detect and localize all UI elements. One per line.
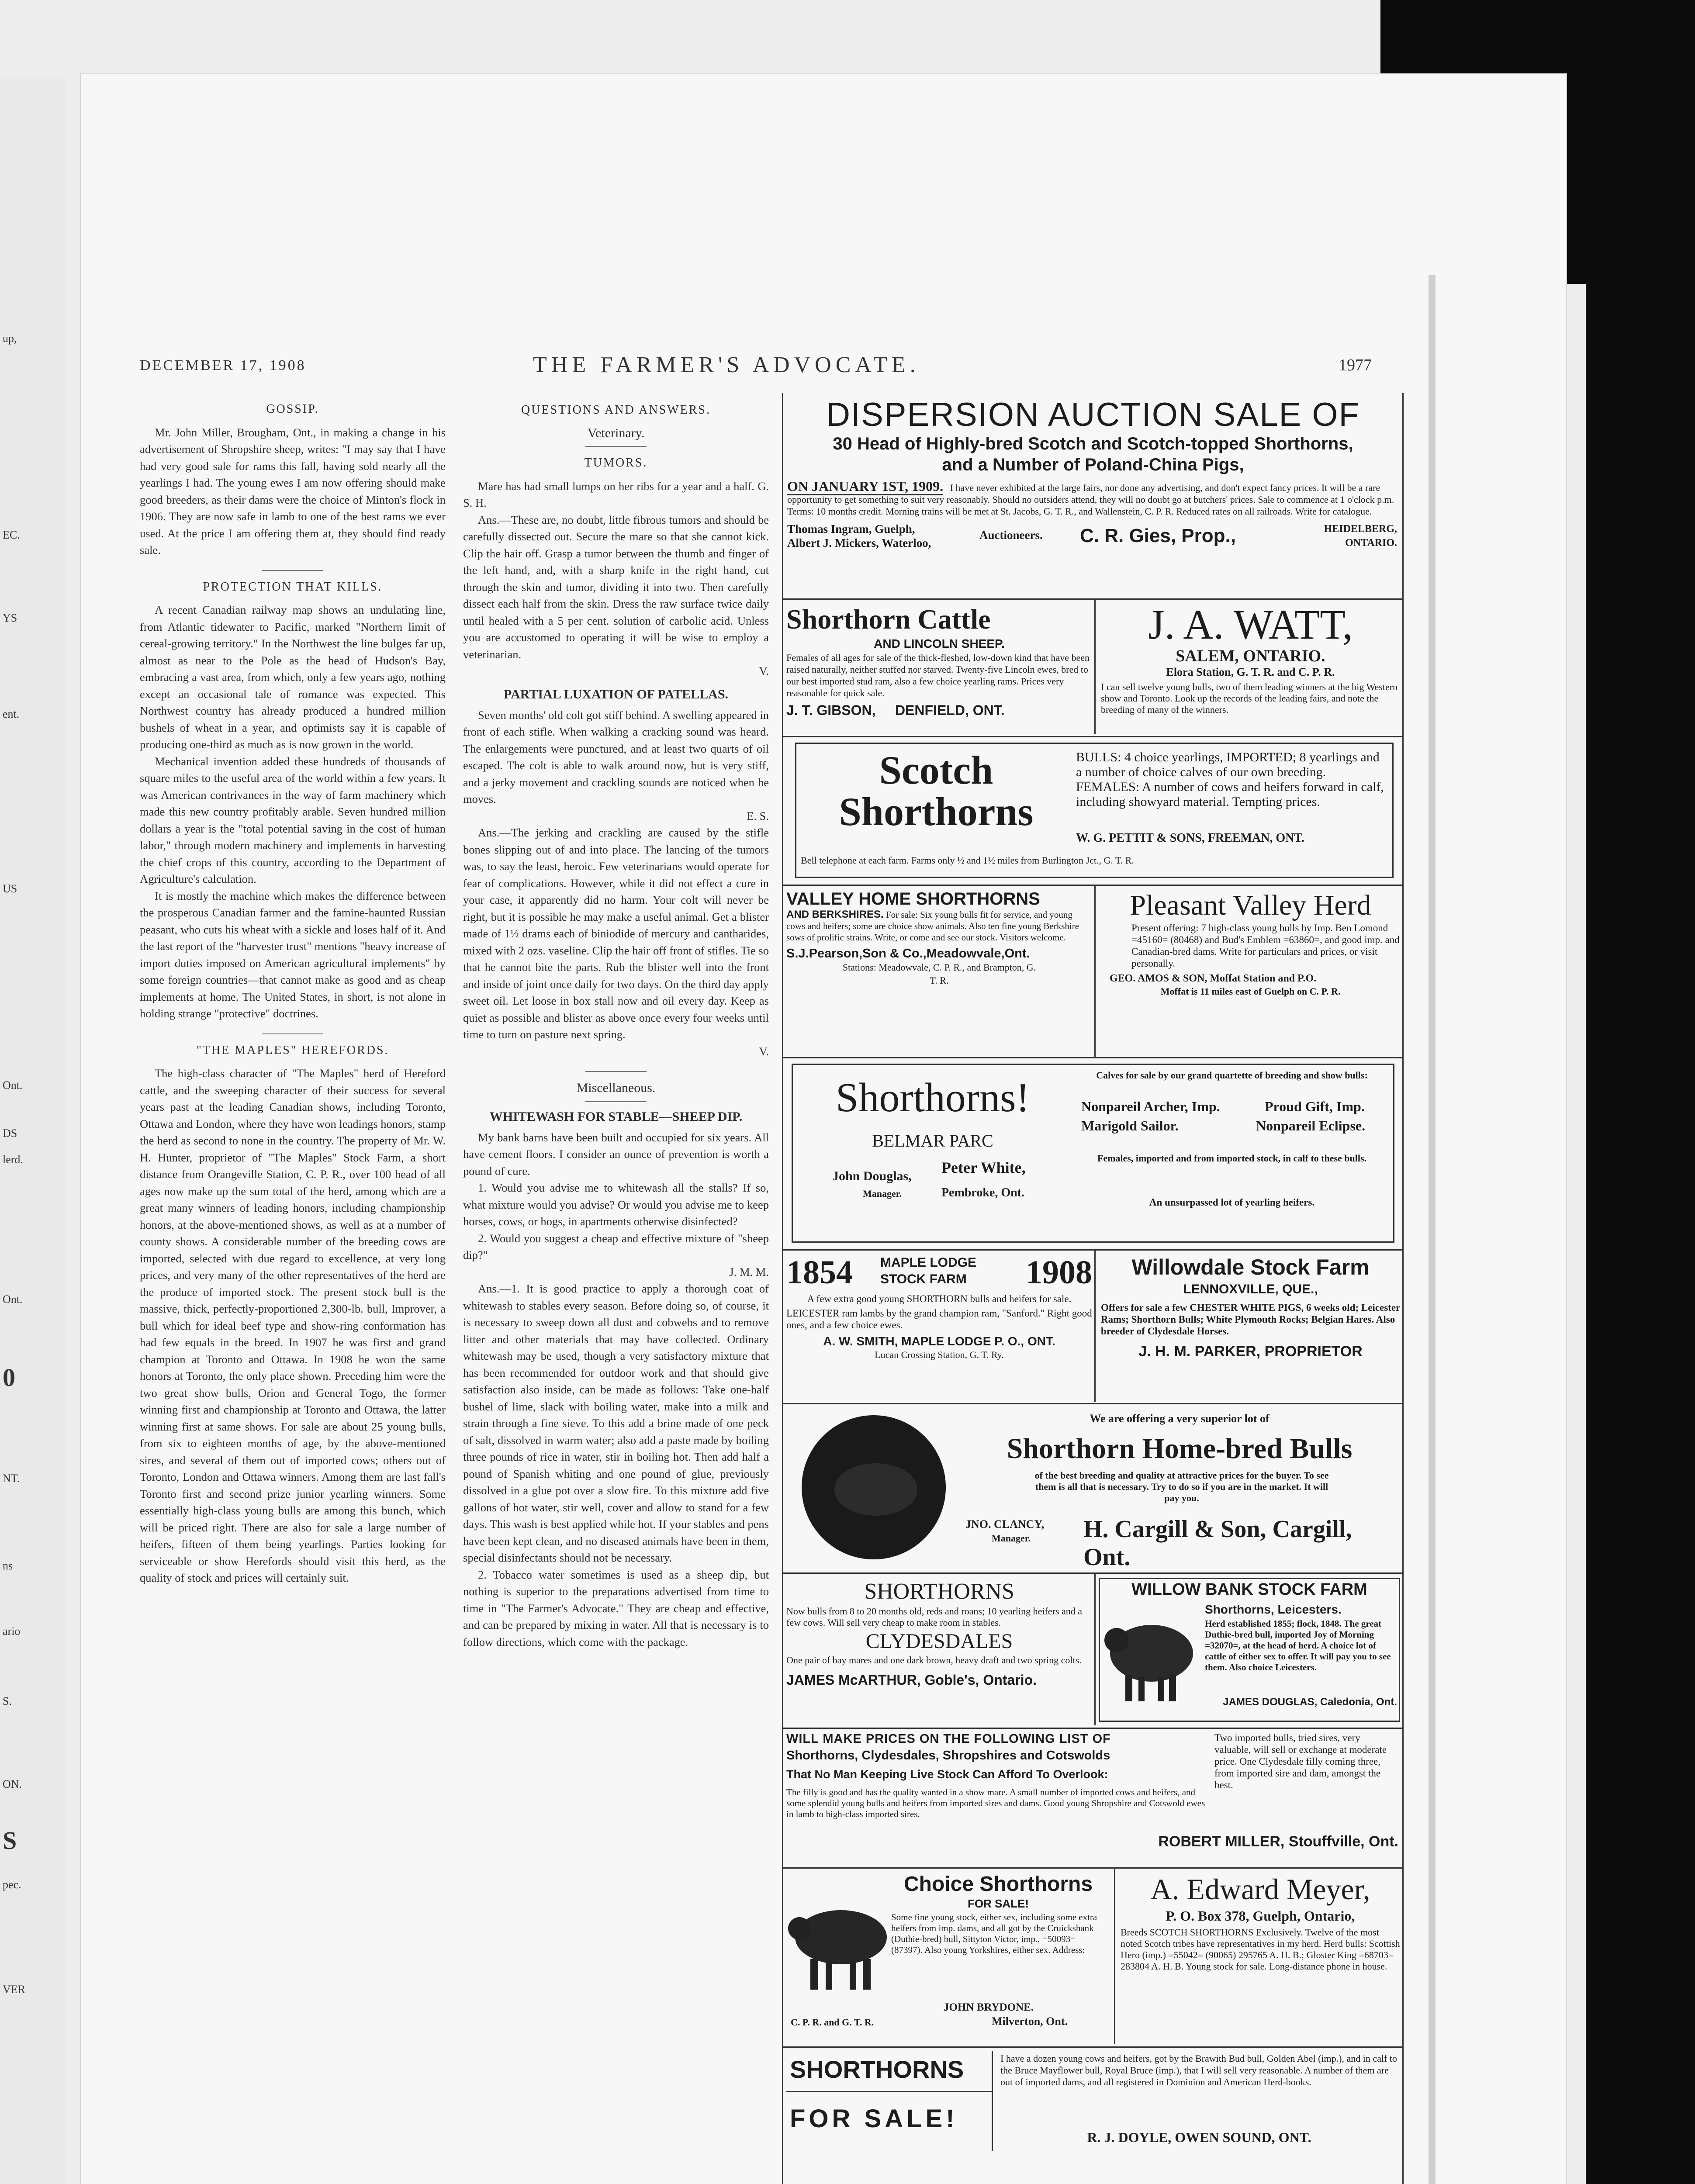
ad-divider — [782, 1867, 1404, 1869]
divider — [262, 1033, 323, 1034]
ad-title: VALLEY HOME SHORTHORNS — [786, 889, 1040, 909]
page-header — [140, 352, 1372, 383]
ad-place: LENNOXVILLE, QUE., — [1183, 1282, 1318, 1296]
ad-title: J. A. WATT, — [1148, 603, 1353, 648]
ad-place: DENFIELD, ONT. — [895, 702, 1005, 718]
ad-title-1: Scotch — [879, 748, 993, 792]
bull-3: Marigold Sailor. — [1081, 1118, 1179, 1133]
ad-title: Shorthorns! — [836, 1075, 1030, 1120]
ad-edward-meyer — [1121, 1872, 1400, 2042]
facing-page-fragment: EC. — [3, 529, 20, 541]
ad-divider — [1114, 1867, 1115, 2044]
ad-body-2: LEICESTER ram lambs by the grand champion ram, "Sanford." Right good ones, and a few choice ewes. — [786, 1308, 1092, 1330]
ad-divider — [782, 598, 1404, 600]
ad-title-1: MAPLE LODGE — [880, 1255, 977, 1270]
luxation-answer: Ans.—The jerking and crackling are caused by the stifle bones slipping out of and into place. The lancing of the tumors was, to say the least, heroic. Few veterinarians would operate for fear of complications. However, while it did not effect a cure in your case, it apparently did no harm. Your colt will never be right, but it is possible he may make a useful animal. Get a blister made of 1½ drams each of biniodide of mercury and cantharides, mixed with 2 ozs. vaseline. Clip the hair off front of stifles. Tie so that he cannot bite the parts. Rub the blister well into the front and inside of joint once daily for two days. On the third day apply sweet oil. Let loose in box stall now and oil every day. Keep as quiet as possible and blister as above once every four weeks until time to turn on pasture next spring. — [463, 826, 769, 1041]
bull-photo-circle — [795, 1413, 961, 1562]
auctioneer-2: Albert J. Mickers, Waterloo, — [787, 536, 931, 549]
whitewash-answer-2: 2. Tobacco water sometimes is used as a sheep dip, but nothing is superior to the preparations advertised from time to time in "The Farmer's Advocate." They are cheap and effective, and can be prepared by mixing in water. All that is necessary is to follow directions, which come with the package. — [463, 1568, 769, 1648]
ad-person: JNO. CLANCY, — [965, 1518, 1045, 1531]
tumors-answer: Ans.—These are, no doubt, little fibrous tumors and should be carefully dissected out. Secure the mare so that she cannot kick. Clip the hair off. Grasp a tumor between the thumb and finger of the left hand, and, with a sharp knife in the right hand, cut through the skin and tumor, dividing it into two. Then carefully dissect each half from the skin. Dress the raw surface twice daily until healed with a 5 per cent. solution of carbolic acid. Unless you are accustomed to operating it will be wise to employ a veterinarian. — [463, 513, 769, 661]
facing-page-fragment: pec. — [3, 1878, 21, 1891]
bull-2: Proud Gift, Imp. — [1265, 1099, 1365, 1114]
whitewash-question-3: 2. Would you suggest a cheap and effective mixture of "sheep dip?" — [463, 1231, 769, 1261]
ad-subtitle: AND BERKSHIRES. — [786, 909, 884, 920]
ad-subtitle: FOR SALE! — [967, 1897, 1029, 1910]
ad-year-2: 1908 — [1026, 1254, 1092, 1291]
ad-footer: Lucan Crossing Station, G. T. Ry. — [875, 1349, 1004, 1360]
proprietor: C. R. Gies, Prop., — [1080, 525, 1236, 546]
ad-divider — [782, 736, 1404, 737]
ad-name: W. G. PETTIT & SONS, FREEMAN, ONT. — [1076, 831, 1305, 845]
luxation-question: Seven months' old colt got stiff behind. A swelling appeared in front of each stifle. When walking a cracking sound was heard. The enlargements were punctured, and at least two quarts of oil escaped. The colt is able to walk around now, but is very stiff, and a jerky movement and crackling sounds are noticed when he moves. — [463, 708, 769, 805]
ad-body: Some fine young stock, either sex, including some extra heifers from imp. dams, and all got by the Cruickshank (Duthie-bred) bull, Sittyton Victor, imp., =50093= (87397). Also young Yorkshires, either sex. Address: — [891, 1912, 1097, 1955]
ad-body-1: Now bulls from 8 to 20 months old, reds and roans; 10 yearling heifers and a few cows. Will sell very cheap to make room in stables. — [786, 1606, 1082, 1628]
ad-willow-bank-stock-farm — [1099, 1578, 1400, 1722]
ad-body: I can sell twelve young bulls, two of them leading winners at the big Western show and Toronto. Look up the records of the leading fairs, and note the breeding of many of the winners. — [1101, 681, 1398, 715]
facing-page-fragment: ON. — [3, 1778, 22, 1790]
ad-right-text: Two imported bulls, tried sires, very valuable, will sell or exchange at moderate price. One Clydesdale filly coming three, from imported sire and dam, amongst the best. — [1214, 1732, 1387, 1790]
ad-cargill-home-bred-bulls — [786, 1409, 1400, 1570]
luxation-answer-signature: V. — [759, 1044, 769, 1058]
ad-name: S.J.Pearson,Son & Co.,Meadowvale,Ont. — [786, 947, 1030, 961]
auctioneers-label: Auctioneers. — [979, 529, 1043, 542]
ad-title-2: CLYDESDALES — [865, 1630, 1013, 1653]
ad-title: A. Edward Meyer, — [1150, 1873, 1370, 1906]
ad-name: JOHN BRYDONE. — [944, 2001, 1034, 2013]
ad-name: ROBERT MILLER, Stouffville, Ont. — [1158, 1833, 1398, 1850]
whitewash-question-1: My bank barns have been built and occupied for six years. All have cement floors. I consider an ounce of prevention is worth a pound of cure. — [463, 1130, 769, 1178]
protection-heading: PROTECTION THAT KILLS. — [203, 580, 383, 594]
ad-subtitle-2: and a Number of Poland-China Pigs, — [942, 455, 1244, 474]
ad-body-1: A few extra good young SHORTHORN bulls and heifers for sale. — [807, 1293, 1072, 1304]
ad-body-2: One pair of bay mares and one dark brown, heavy draft and two spring colts. — [786, 1655, 1082, 1666]
ad-body: Offers for sale a few CHESTER WHITE PIGS, 6 weeks old; Leicester Rams; Shorthorn Bulls; White Plymouth Rocks; Belgian Hares. Also breeder of Clydesdale Horses. — [1101, 1302, 1400, 1337]
ad-body: The filly is good and has the quality wanted in a show mare. A small number of imported cows and heifers, and some splendid young bulls and heifers from imported sires and dams. Good young Shropshire and Cotswold ewes in lamb to high-class imported sires. — [786, 1787, 1205, 1819]
ad-title: SHORTHORNS — [864, 1579, 1014, 1604]
facing-page-fragment: ent. — [3, 708, 20, 720]
whitewash-question-2: 1. Would you advise me to whitewash all the stalls? If so, what mixture would you advise? Or would you advise me to keep horses, cows, or hogs, in apartments otherwise disinfected? — [463, 1181, 769, 1228]
ad-divider — [782, 1572, 1404, 1574]
ram-illustration — [1103, 1605, 1200, 1710]
divider — [585, 1071, 647, 1072]
facing-page-fragment: Ont. — [3, 1079, 23, 1092]
ad-name: J. H. M. PARKER, PROPRIETOR — [1138, 1343, 1363, 1360]
ad-divider — [1094, 885, 1096, 1057]
protection-paragraph-1: A recent Canadian railway map shows an undulating line, from Atlantic tidewater to Pacific, marked "Northern limit of cereal-growing territory." In the Northwest the line bulges far up, almost as near to the Pole as the head of Hudson's Bay, embracing a vast area, from which, only a few years ago, nothing except an occasional tale of romance was expected. This Northwest country has already produced a hundred million bushels of wheat in a year, and optimists say it is capable of producing one-third as much as is now grown in the world. — [140, 603, 446, 751]
ad-willowdale-stock-farm — [1101, 1254, 1400, 1398]
protection-paragraph-2: Mechanical invention added these hundreds of thousands of square miles to the useful area of the world within a few years. It was American contrivances in the way of farm machinery which made this new country profitably arable. Seven hundred million dollars a year is the "total potential saving in the cost of human labor," through modern machinery and implements in harvesting the chief crops of this country, according to the Department of Agriculture's calculation. — [140, 754, 446, 885]
whitewash-answer-1: Ans.—1. It is good practice to apply a thorough coat of whitewash to stables every season. Before doing so, of course, it is necessary to sweep down all dust and cobwebs and to remove litter and other materials that may have collected. Ordinary whitewash may be used, though a very satisfactory mixture that has been recommended for outdoor work and that should give satisfaction also inside, can be made as follows: Take one-half bushel of lime, slack with boiling water, make into a milk and strain through a fine sieve. To this add a brine made of one peck of salt, dissolved in warm water; also add a paste made by boiling three pounds of rice in water, stir in boiling hot. Then add half a pound of Spanish whiting and one pound of glue, previously dissolved in a glue pot over a slow fire. To this mixture add five gallons of hot water, stir well, cover and allow to stand for a few days. This wash is best applied while hot. If your stables and pens have been kept clean, and no diseased animals have been in them, special disinfectants should not be necessary. — [463, 1282, 769, 1564]
facing-page-edge — [0, 79, 66, 2184]
divider — [262, 570, 323, 571]
ad-role-1: Manager. — [863, 1188, 902, 1199]
ad-gibson-shorthorn-cattle — [786, 603, 1092, 734]
ad-brydone-choice-shorthorns — [786, 1872, 1110, 2042]
ad-place: Milverton, Ont. — [992, 2015, 1068, 2028]
ad-body: Present offering: 7 high-class young bulls by Imp. Ben Lomond =45160= (80468) and Bud's Emblem =63860=, and good imp. and Canadian-bred dams. Write for particulars and prices, or visit personally. — [1131, 923, 1400, 969]
ad-title: Shorthorn Cattle — [786, 604, 991, 635]
ad-divider — [1094, 598, 1096, 734]
ad-name: GEO. AMOS & SON, Moffat Station and P.O. — [1110, 973, 1317, 984]
ad-robert-miller — [786, 1732, 1400, 1863]
ad-person-1: John Douglas, — [832, 1169, 912, 1183]
ad-role-2: Pembroke, Ont. — [941, 1186, 1025, 1199]
maples-heading: "THE MAPLES" HEREFORDS. — [196, 1043, 389, 1057]
protection-paragraph-3: It is mostly the machine which makes the difference between the prosperous Canadian farmer and the famine-haunted Russian peasant, who cuts his wheat with a sickle and loses half of it. And the last report of the "harvester trust" mentions "heavy increase of import duties imposed on American agricultural implements" by some foreign countries—that cannot make as good and as cheap implements at home. The United States, in short, is not alone in holding strange "protective" doctrines. — [140, 889, 446, 1020]
miscellaneous-subheading: Miscellaneous. — [576, 1081, 656, 1095]
tumors-question-signature: G. S. H. — [463, 479, 769, 509]
ads-border-right — [1402, 393, 1404, 2184]
advertisements-column — [782, 393, 1407, 2184]
tumors-question: Mare has had small lumps on her ribs for a year and a half. — [478, 479, 754, 493]
facing-page-fragment: YS — [3, 612, 17, 624]
veterinary-subheading: Veterinary. — [587, 425, 645, 440]
ad-title: Pleasant Valley Herd — [1130, 889, 1371, 921]
facing-page-fragment: US — [3, 882, 17, 895]
ads-border-left — [782, 393, 783, 2184]
ad-name: JAMES McARTHUR, Goble's, Ontario. — [786, 1672, 1037, 1688]
ad-title-3: That No Man Keeping Live Stock Can Afford To Overlook: — [786, 1768, 1108, 1781]
facing-page-fragment: VER — [3, 1983, 25, 1996]
ad-divider — [782, 2046, 1404, 2048]
whitewash-question-signature: J. M. M. — [729, 1265, 769, 1279]
ad-body: I have never exhibited at the large fairs, nor done any advertising, and don't expect fancy prices. It will be a rare opportunity to get something to suit very reasonably. Should no outsiders attend, they will no doubt go at butchers' prices. Sale to commence at 1 o'clock p.m. Terms: 10 months credit. Morning trains will be met at St. Jacobs, G. T. R., and Wallenstein, C. P. R. Reduced rates on all railroads. Write for catalogue. — [787, 482, 1394, 517]
facing-page-fragment: DS — [3, 1127, 17, 1140]
ad-mcarthur-shorthorns — [786, 1578, 1092, 1722]
ad-stations: C. P. R. and G. T. R. — [791, 2017, 874, 2028]
auctioneer-1: Thomas Ingram, Guelph, — [787, 522, 915, 536]
tumors-heading: TUMORS. — [584, 456, 648, 470]
place-line-1: HEIDELBERG, — [1324, 523, 1397, 535]
facing-page-fragment: NT. — [3, 1472, 20, 1485]
ad-divider — [1094, 1572, 1096, 1725]
column-1 — [140, 393, 446, 2184]
ad-body: I have a dozen young cows and heifers, got by the Brawith Bud bull, Golden Abel (imp.), and in calf to the Bruce Mayflower bull, Royal Bruce (imp.), that I will sell very reasonable. A number of them are out of imported dams, and all registered in Dominion and American Herd-books. — [1000, 2053, 1397, 2087]
ad-body: Females of all ages for sale of the thick-fleshed, low-down kind that have been raised naturally, neither stuffed nor starved. Twenty-five Lincoln ewes, bred to our best imported stud ram, also a few choice yearling rams. Prices very reasonable for quick sale. — [786, 652, 1090, 698]
scan-dark-margin-right — [1586, 280, 1695, 2184]
ad-divider — [782, 1057, 1404, 1058]
ad-title: DISPERSION AUCTION SALE OF — [826, 397, 1360, 433]
ad-intro: We are offering a very superior lot of — [1090, 1412, 1270, 1425]
ad-dispersion-auction — [787, 397, 1399, 593]
facing-page-fragment: ario — [3, 1625, 21, 1638]
bull-1: Nonpareil Archer, Imp. — [1081, 1099, 1220, 1114]
qa-heading: QUESTIONS AND ANSWERS. — [521, 403, 711, 417]
ad-pettit-scotch-shorthorns — [795, 743, 1394, 878]
tumors-answer-signature: V. — [759, 664, 769, 677]
ad-bulls-intro: Calves for sale by our grand quartette of breeding and show bulls: — [1096, 1070, 1368, 1081]
ad-title-1: WILL MAKE PRICES ON THE FOLLOWING LIST OF — [786, 1732, 1111, 1746]
ad-name: J. T. GIBSON, — [786, 702, 876, 718]
page-edge-shadow — [1429, 275, 1436, 2184]
ad-body: Herd established 1855; flock, 1848. The great Duthie-bred bull, imported Joy of Morning =32070=, at the head of herd. A choice lot of cattle of either sex to offer. It will pay you to see them. Also choice Leicesters. — [1205, 1618, 1391, 1673]
ad-pleasant-valley-herd — [1101, 889, 1400, 1055]
ad-footer: Moffat is 11 miles east of Guelph on C. P. R. — [1160, 986, 1341, 997]
divider — [585, 1101, 647, 1102]
ad-name: R. J. DOYLE, OWEN SOUND, ONT. — [1087, 2129, 1311, 2145]
facing-page-fragment: Ont. — [3, 1293, 23, 1306]
ad-valley-home-shorthorns — [786, 889, 1092, 1055]
ad-place: SALEM, ONTARIO. — [1176, 647, 1325, 665]
ad-date: ON JANUARY 1ST, 1909. — [787, 478, 943, 495]
divider — [585, 446, 647, 447]
facing-page-fragment: ns — [3, 1559, 13, 1572]
ad-divider — [782, 1249, 1404, 1251]
ad-title: WILLOW BANK STOCK FARM — [1131, 1580, 1367, 1599]
ad-doyle-shorthorns — [786, 2051, 1400, 2182]
ad-title-2: Shorthorns — [839, 789, 1034, 834]
ad-station: Elora Station, G. T. R. and C. P. R. — [1166, 666, 1335, 678]
ad-name: H. Cargill & Son, Cargill, Ont. — [1083, 1516, 1352, 1570]
ad-body: BULLS: 4 choice yearlings, IMPORTED; 8 yearlings and a number of choice calves of our own breeding. FEMALES: A number of cows and heifers forward in calf, including showyard material. Tempting prices. — [1076, 750, 1384, 809]
ad-address: P. O. Box 378, Guelph, Ontario, — [1166, 1908, 1355, 1924]
ad-divider — [782, 1728, 1404, 1729]
ad-title: Shorthorn Home-bred Bulls — [1007, 1433, 1353, 1465]
issue-date: DECEMBER 17, 1908 — [140, 357, 306, 373]
ad-stations: Stations: Meadowvale, C. P. R., and Brampton, G. T. R. — [842, 962, 1036, 986]
masthead-title: THE FARMER'S ADVOCATE. — [533, 352, 920, 377]
ad-title-2: Shorthorns, Clydesdales, Shropshires and Cotswolds — [786, 1749, 1110, 1762]
ad-footer: An unsurpassed lot of yearling heifers. — [1149, 1197, 1315, 1208]
ad-title-2: STOCK FARM — [880, 1272, 967, 1286]
ad-person-2: Peter White, — [941, 1159, 1026, 1176]
ad-name: A. W. SMITH, MAPLE LODGE P. O., ONT. — [823, 1334, 1055, 1348]
ad-females: Females, imported and from imported stock, in calf to these bulls. — [1097, 1153, 1367, 1164]
ad-maple-lodge-stock-farm — [786, 1254, 1092, 1398]
ad-divider — [782, 1403, 1404, 1404]
gossip-heading: GOSSIP. — [266, 402, 319, 416]
column-2 — [463, 393, 769, 2184]
ad-body: For sale: Six young bulls fit for service, and young cows and heifers; some are choice show animals. Also ten fine young Berkshire sows of prolific strains. Write, or come and see our stock. Visitors welcome. — [786, 909, 1079, 943]
ad-name: JAMES DOUGLAS, Caledonia, Ont. — [1223, 1696, 1397, 1708]
luxation-question-signature: E. S. — [747, 809, 769, 822]
facing-page-fragment: S. — [3, 1695, 12, 1707]
ad-body: Breeds SCOTCH SHORTHORNS Exclusively. Twelve of the most noted Scotch tribes have representatives in my herd. Herd bulls: Scottish Hero (imp.) =55042= (90065) 295765 A. H. B.; Gloster King =68703= 283804 A. H. B. Young stock for sale. Long-distance phone in house. — [1121, 1927, 1400, 1972]
ad-title-2: FOR SALE! — [790, 2105, 958, 2133]
ad-title-1: SHORTHORNS — [786, 2051, 992, 2092]
ad-belmar-parc-shorthorns — [792, 1064, 1394, 1243]
facing-page-fragment: lerd. — [3, 1153, 23, 1166]
ad-role: Manager. — [992, 1533, 1031, 1544]
ad-subtitle: Shorthorns, Leicesters. — [1205, 1603, 1342, 1616]
ad-body: of the best breeding and quality at attractive prices for the buyer. To see them is all that is necessary. Try to do so if you are in the market. It will pay you. — [1034, 1470, 1329, 1503]
ad-divider — [782, 885, 1404, 886]
ad-place: BELMAR PARC — [872, 1131, 993, 1151]
ad-subtitle: AND LINCOLN SHEEP. — [874, 637, 1005, 650]
facing-page-fragment: S — [3, 1826, 17, 1855]
bull-4: Nonpareil Eclipse. — [1256, 1118, 1366, 1133]
facing-page-fragment: up, — [3, 332, 17, 345]
maples-paragraph: The high-class character of "The Maples" herd of Hereford cattle, and the sweeping character of their success for several years past at the leading Canadian shows, including Toronto, Ottawa and London, where they have won leadings honors, stamp the herd as second to none in the country. The property of Mr. W. H. Hunter, proprietor of "The Maples" Stock Farm, a short distance from Orangeville Station, C. P. R., over 100 head of all ages now make up the sum total of the herd, among which are a great many winners of leading honors, including championship honors, at the above-mentioned shows, as well as at a number of county shows. A considerable number of the breeding cows are imported, selected with due regard to excellence, at very long prices, and very many of the other representatives of the herd are the produce of imported stock. The present stock bull is the massive, thick, perfectly-proportioned 2,300-lb. bull, Improver, a bull which for ideal beef type and show-ring conformation has had few equals in the breed. In 1907 he was first and grand champion at Toronto and Ottawa. In 1908 he won the same honors at Toronto, the only place shown. Preceding him were the two great show bulls, Orion and General Togo, the former winning first and championship at Toronto and Ottawa, the latter winning first at same shows. For sale are about 25 young bulls, from six to eighteen months of age, by the above-mentioned sires, and several of them out of imported cows; others out of Toronto, London and Ottawa winners. Among them are last fall's Toronto first and second prize junior yearling winners. Some essentially high-class young bulls are among this bunch, which will be priced right. There are also for sale a large number of heifers, fifteen of them being yearlings. Parties looking for serviceable or show Herefords should visit this herd, as the quality of stock and prices will certainly suit. — [140, 1067, 446, 1584]
ad-ja-watt — [1101, 603, 1400, 734]
ad-year-1: 1854 — [786, 1254, 853, 1291]
ad-title: Willowdale Stock Farm — [1131, 1255, 1370, 1279]
doyle-title-box — [786, 2051, 993, 2151]
ad-footer: Bell telephone at each farm. Farms only ½ and 1½ miles from Burlington Jct., G. T. R. — [801, 855, 1134, 866]
ad-title: Choice Shorthorns — [903, 1873, 1093, 1896]
luxation-heading: PARTIAL LUXATION OF PATELLAS. — [503, 687, 728, 702]
whitewash-heading: WHITEWASH FOR STABLE—SHEEP DIP. — [489, 1109, 743, 1124]
bull-illustration — [786, 1889, 891, 2003]
gossip-paragraph: Mr. John Miller, Brougham, Ont., in making a change in his advertisement of Shropshire sheep, writes: "I may say that I have had very good sale for rams this fall, having sold nearly all the yearlings I had. The young ewes I am now offering should make good breeders, as their dams were the choice of Minton's flock in 1906. They are now safe in lamb to one of the best rams we ever used. At the price I am offering them at, they should find ready sale. — [140, 425, 446, 556]
page-number: 1977 — [1339, 356, 1372, 374]
ad-divider — [1094, 1249, 1096, 1402]
facing-page-fragment: 0 — [3, 1363, 15, 1392]
ad-subtitle: 30 Head of Highly-bred Scotch and Scotch-topped Shorthorns, — [833, 434, 1353, 453]
place-line-2: ONTARIO. — [1345, 537, 1397, 549]
